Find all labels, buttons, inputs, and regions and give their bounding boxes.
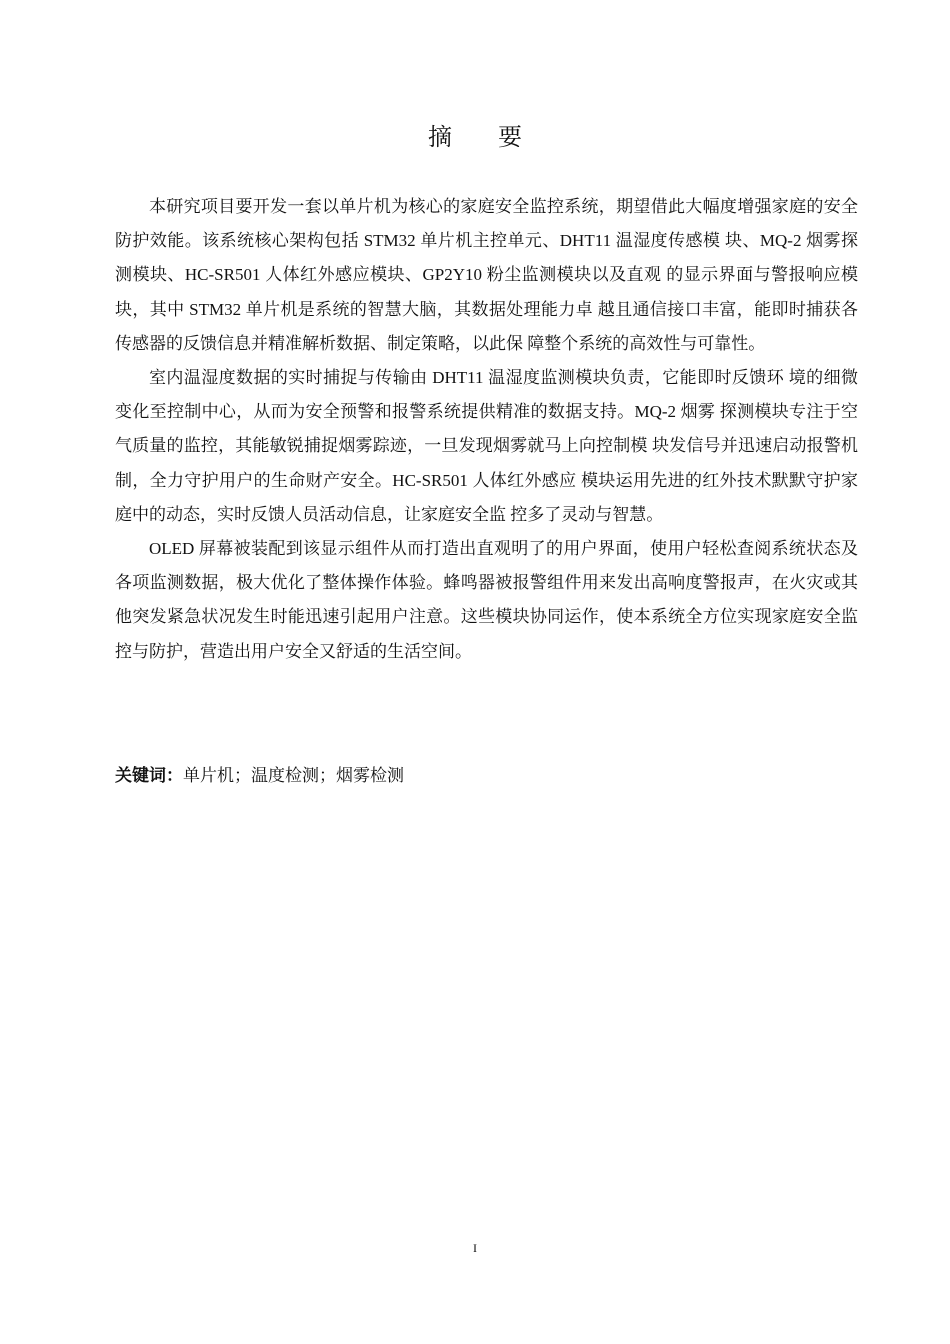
keywords-value: 单片机；温度检测；烟雾检测: [183, 766, 404, 785]
keywords-label: 关键词：: [115, 766, 183, 785]
abstract-body: [115, 190, 858, 669]
page-number: I: [473, 1241, 477, 1255]
keywords-line: [115, 761, 858, 791]
abstract-paragraph-2: 室内温湿度数据的实时捕捉与传输由 DHT11 温湿度监测模块负责，它能即时反馈环 境的细微变化至控制中心，从而为安全预警和报警系统提供精准的数据支持。MQ-2 烟雾 探测模块专注于空气质量的监控，其能敏锐捕捉烟雾踪迹，一旦发现烟雾就马上向控制模 块发信号并迅速启动报警机制，全力守护用户的生命财产安全。HC-SR501 人体红外感应 模块运用先进的红外技术默默守护家庭中的动态，实时反馈人员活动信息，让家庭安全监 控多了灵动与智慧。: [115, 368, 858, 524]
abstract-paragraph-1: 本研究项目要开发一套以单片机为核心的家庭安全监控系统，期望借此大幅度增强家庭的安全防护效能。该系统核心架构包括 STM32 单片机主控单元、DHT11 温湿度传感模 块、MQ-2 烟雾探测模块、HC-SR501 人体红外感应模块、GP2Y10 粉尘监测模块以及直观 的显示界面与警报响应模块，其中 STM32 单片机是系统的智慧大脑，其数据处理能力卓 越且通信接口丰富，能即时捕获各传感器的反馈信息并精准解析数据、制定策略，以此保 障整个系统的高效性与可靠性。: [115, 197, 858, 353]
abstract-paragraph-3: OLED 屏幕被装配到该显示组件从而打造出直观明了的用户界面，使用户轻松查阅系统状态及各项监测数据，极大优化了整体操作体验。蜂鸣器被报警组件用来发出高响度警报声，在火灾或其他突发紧急状况发生时能迅速引起用户注意。这些模块协同运作，使本系统全方位实现家庭安全监控与防护，营造出用户安全又舒适的生活空间。: [115, 539, 858, 661]
abstract-title: 摘 要: [428, 125, 542, 151]
